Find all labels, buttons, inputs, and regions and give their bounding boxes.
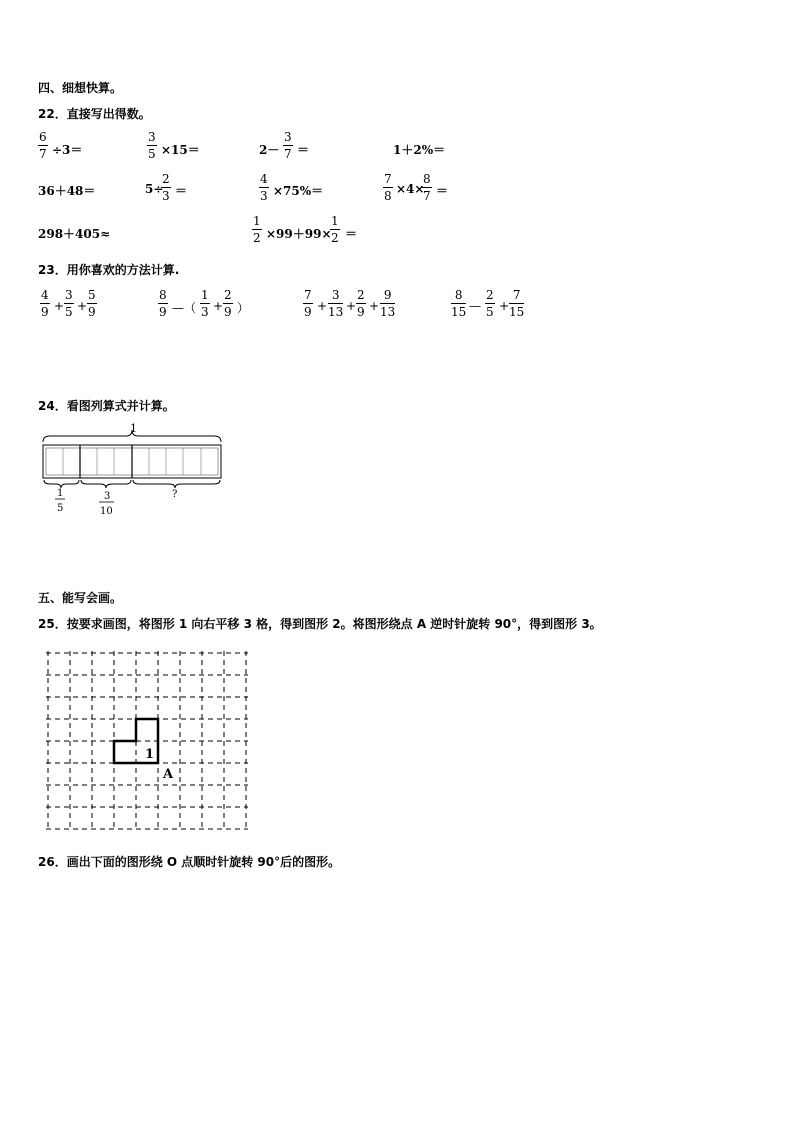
numerator: 1 (201, 288, 209, 302)
numerator: 2 (357, 288, 365, 302)
denominator: 8 (384, 189, 392, 203)
q23-b-close: ） (237, 301, 250, 315)
section-4-heading: 四、细想快算。 (38, 81, 123, 95)
q23-c-fraction-4 (380, 288, 395, 319)
q23-b-fraction-3 (223, 288, 233, 319)
q23-c-op1: + (317, 299, 328, 313)
q22-e7-fraction (259, 172, 269, 203)
q24-segment-diagram (36, 420, 236, 520)
q23-d-fraction-3 (509, 288, 524, 319)
q23-b-op1: —（ (172, 301, 197, 315)
q22-e3-fraction (283, 130, 293, 161)
q22-e10-rest: ＝ (345, 227, 358, 241)
numerator: 2 (162, 172, 170, 186)
q22-e8-fraction-1 (383, 172, 393, 203)
brace-2 (81, 480, 131, 488)
q23-c-fraction-2 (328, 288, 343, 319)
denominator: 13 (380, 305, 396, 319)
q23-d-fraction-2 (485, 288, 495, 319)
denominator: 9 (224, 305, 232, 319)
q22-e6-rest: ＝ (175, 184, 188, 198)
q23-a-fraction-1 (40, 288, 50, 319)
denominator: 7 (284, 147, 292, 161)
numerator: 1 (331, 214, 339, 228)
q23-c-op3: + (369, 299, 380, 313)
numerator: 3 (284, 130, 292, 144)
q23-d-op1: — (469, 299, 481, 313)
seg1-num: 1 (57, 488, 64, 499)
q22-e8-mid: ×4× (396, 182, 425, 196)
q22-e3-rest: ＝ (297, 143, 310, 157)
numerator: 3 (65, 288, 73, 302)
denominator: 5 (486, 305, 494, 319)
grid-lines (46, 651, 248, 831)
denominator: 9 (159, 305, 167, 319)
point-a-label: A (163, 767, 174, 782)
q23-c-op2: + (346, 299, 357, 313)
denominator: 9 (304, 305, 312, 319)
q26-title: 26．画出下面的图形绕 O 点顺时针旋转 90°后的图形。 (38, 855, 341, 869)
numerator: 2 (224, 288, 232, 302)
denominator: 5 (148, 147, 156, 161)
denominator: 15 (509, 305, 525, 319)
numerator: 7 (512, 288, 521, 302)
figure-1-label: 1 (145, 747, 155, 762)
q23-title: 23．用你喜欢的方法计算. (38, 263, 180, 277)
numerator: 7 (304, 288, 312, 302)
q22-e10-mid: ×99＋99× (266, 227, 332, 241)
numerator: 1 (253, 214, 261, 228)
denominator: 15 (451, 305, 467, 319)
q25-title: 25．按要求画图，将图形 1 向右平移 3 格，得到图形 2。将图形绕点 A 逆时针旋转 90°，得到图形 3。 (38, 617, 602, 631)
seg2-num: 3 (104, 491, 111, 502)
q22-e2-rest: ×15＝ (161, 143, 200, 157)
numerator: 5 (88, 288, 96, 302)
q22-e1-fraction (38, 130, 48, 161)
q22-e5: 36＋48＝ (38, 184, 96, 198)
denominator: 9 (357, 305, 365, 319)
q24-title: 24．看图列算式并计算。 (38, 399, 175, 413)
q23-d-fraction-1 (451, 288, 466, 319)
q23-c-fraction-1 (303, 288, 313, 319)
denominator: 3 (260, 189, 268, 203)
q22-e7-rest: ×75%＝ (273, 184, 324, 198)
strip-main-dividers (80, 445, 132, 478)
numerator: 8 (159, 288, 167, 302)
q23-d-op2: + (499, 299, 510, 313)
q23-a-fraction-3 (87, 288, 97, 319)
seg1-den: 5 (57, 503, 64, 514)
numerator: 8 (423, 172, 431, 186)
numerator: 6 (39, 130, 47, 144)
q23-b-op2: + (213, 299, 224, 313)
q23-c-fraction-3 (356, 288, 366, 319)
denominator: 9 (41, 305, 49, 319)
section-5-heading: 五、能写会画。 (38, 591, 123, 605)
numerator: 8 (454, 288, 463, 302)
denominator: 5 (65, 305, 73, 319)
denominator: 7 (423, 189, 431, 203)
numerator: 4 (41, 288, 49, 302)
numerator: 7 (384, 172, 392, 186)
q22-e2-fraction (147, 130, 157, 161)
numerator: 2 (486, 288, 494, 302)
q23-a-op1: + (54, 299, 65, 313)
brace-1 (44, 480, 79, 488)
denominator: 13 (328, 305, 344, 319)
denominator: 3 (162, 189, 170, 203)
q22-e4: 1＋2%＝ (393, 143, 446, 157)
q22-e6-fraction (161, 172, 171, 203)
denominator: 7 (39, 147, 47, 161)
denominator: 2 (331, 231, 339, 245)
q22-e1-rest: ÷3＝ (52, 143, 83, 157)
brace-3 (133, 480, 220, 488)
q25-grid (44, 650, 254, 835)
q22-e6-pre: 5÷ (145, 182, 164, 196)
q23-b-fraction-1 (158, 288, 168, 319)
q22-e9: 298＋405≈ (38, 227, 111, 241)
q23-a-fraction-2 (64, 288, 74, 319)
denominator: 9 (88, 305, 96, 319)
q23-a-op2: + (77, 299, 88, 313)
seg2-den: 10 (100, 506, 113, 517)
q22-e10-fraction-2 (330, 214, 340, 245)
seg3-label: ? (172, 489, 178, 500)
q22-title: 22．直接写出得数。 (38, 107, 151, 121)
q22-e10-fraction-1 (252, 214, 262, 245)
q22-e3-pre: 2－ (259, 143, 280, 157)
q22-e8-fraction-2 (422, 172, 432, 203)
numerator: 4 (260, 172, 268, 186)
numerator: 3 (331, 288, 340, 302)
q23-b-fraction-2 (200, 288, 210, 319)
q22-e8-rest: ＝ (436, 184, 449, 198)
numerator: 3 (148, 130, 156, 144)
numerator: 9 (383, 288, 392, 302)
denominator: 3 (201, 305, 209, 319)
denominator: 2 (253, 231, 261, 245)
top-label: 1 (130, 422, 137, 435)
